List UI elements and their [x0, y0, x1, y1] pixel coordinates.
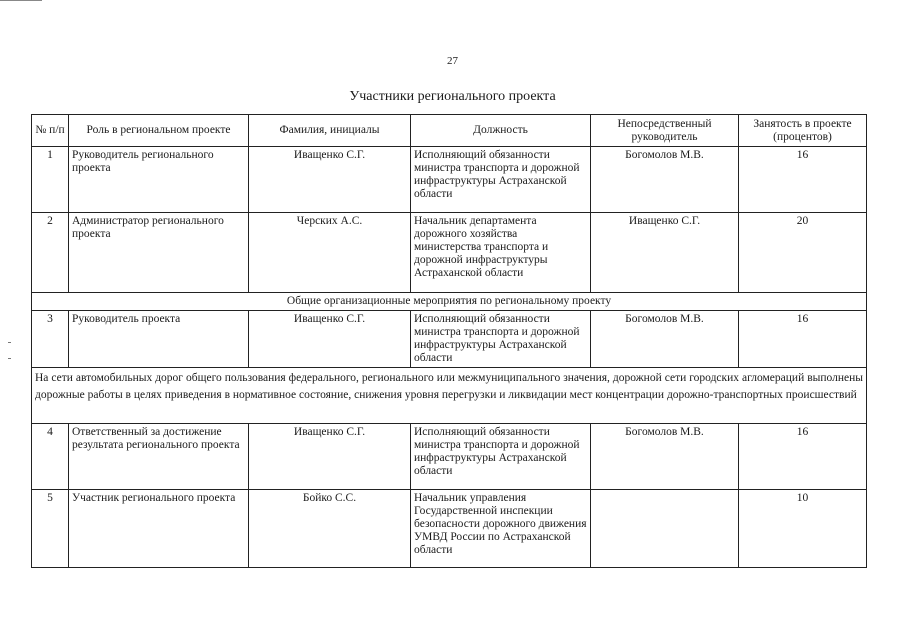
cell-name: Иващенко С.Г. [249, 424, 411, 490]
header-position: Должность [411, 115, 591, 147]
scan-corner-mark [0, 0, 42, 3]
cell-position: Исполняющий обязанности министра транспорта и дорожной инфраструктуры Астраханской области [411, 424, 591, 490]
cell-employment: 20 [739, 213, 867, 293]
cell-supervisor [591, 490, 739, 568]
cell-name: Иващенко С.Г. [249, 311, 411, 368]
header-supervisor: Непосредственный руководитель [591, 115, 739, 147]
margin-tick [8, 358, 11, 359]
table-row [32, 311, 867, 368]
cell-num: 4 [32, 424, 69, 490]
cell-name: Бойко С.С. [249, 490, 411, 568]
section-row [32, 368, 867, 424]
table-row [32, 424, 867, 490]
cell-supervisor: Богомолов М.В. [591, 424, 739, 490]
header-num: № п/п [32, 115, 69, 147]
cell-supervisor: Иващенко С.Г. [591, 213, 739, 293]
cell-employment: 16 [739, 147, 867, 213]
page-title: Участники регионального проекта [349, 89, 556, 104]
table-row [32, 213, 867, 293]
participants-table [31, 114, 867, 568]
cell-position: Начальник департамента дорожного хозяйства министерства транспорта и дорожной инфраструктуры Астраханской области [411, 213, 591, 293]
cell-name: Черских А.С. [249, 213, 411, 293]
table-header-row [32, 115, 867, 147]
header-employment: Занятость в проекте (процентов) [739, 115, 867, 147]
cell-employment: 16 [739, 311, 867, 368]
cell-num: 3 [32, 311, 69, 368]
cell-position: Исполняющий обязанности министра транспорта и дорожной инфраструктуры Астраханской области [411, 311, 591, 368]
cell-supervisor: Богомолов М.В. [591, 147, 739, 213]
cell-employment: 10 [739, 490, 867, 568]
header-role: Роль в региональном проекте [69, 115, 249, 147]
section-result-text: На сети автомобильных дорог общего пользования федерального, регионального или межмуниципального значения, дорожной сети городских агломераций выполнены дорожные работы в целях приведения в нормативное состояние, снижения уровня перегрузки и ликвидации мест концентрации дорожно-транспортных происшествий [32, 368, 867, 424]
cell-role: Руководитель регионального проекта [69, 147, 249, 213]
cell-position: Исполняющий обязанности министра транспорта и дорожной инфраструктуры Астраханской области [411, 147, 591, 213]
table-row [32, 147, 867, 213]
cell-role: Администратор регионального проекта [69, 213, 249, 293]
section-row [32, 293, 867, 311]
cell-name: Иващенко С.Г. [249, 147, 411, 213]
cell-employment: 16 [739, 424, 867, 490]
section-general-label: Общие организационные мероприятия по региональному проекту [32, 293, 867, 311]
header-name: Фамилия, инициалы [249, 115, 411, 147]
cell-num: 2 [32, 213, 69, 293]
cell-role: Ответственный за достижение результата регионального проекта [69, 424, 249, 490]
cell-role: Руководитель проекта [69, 311, 249, 368]
page-number: 27 [447, 55, 458, 67]
cell-position: Начальник управления Государственной инспекции безопасности дорожного движения УМВД России по Астраханской области [411, 490, 591, 568]
cell-num: 5 [32, 490, 69, 568]
margin-tick [8, 342, 11, 343]
cell-num: 1 [32, 147, 69, 213]
cell-role: Участник регионального проекта [69, 490, 249, 568]
cell-supervisor: Богомолов М.В. [591, 311, 739, 368]
table-row [32, 490, 867, 568]
